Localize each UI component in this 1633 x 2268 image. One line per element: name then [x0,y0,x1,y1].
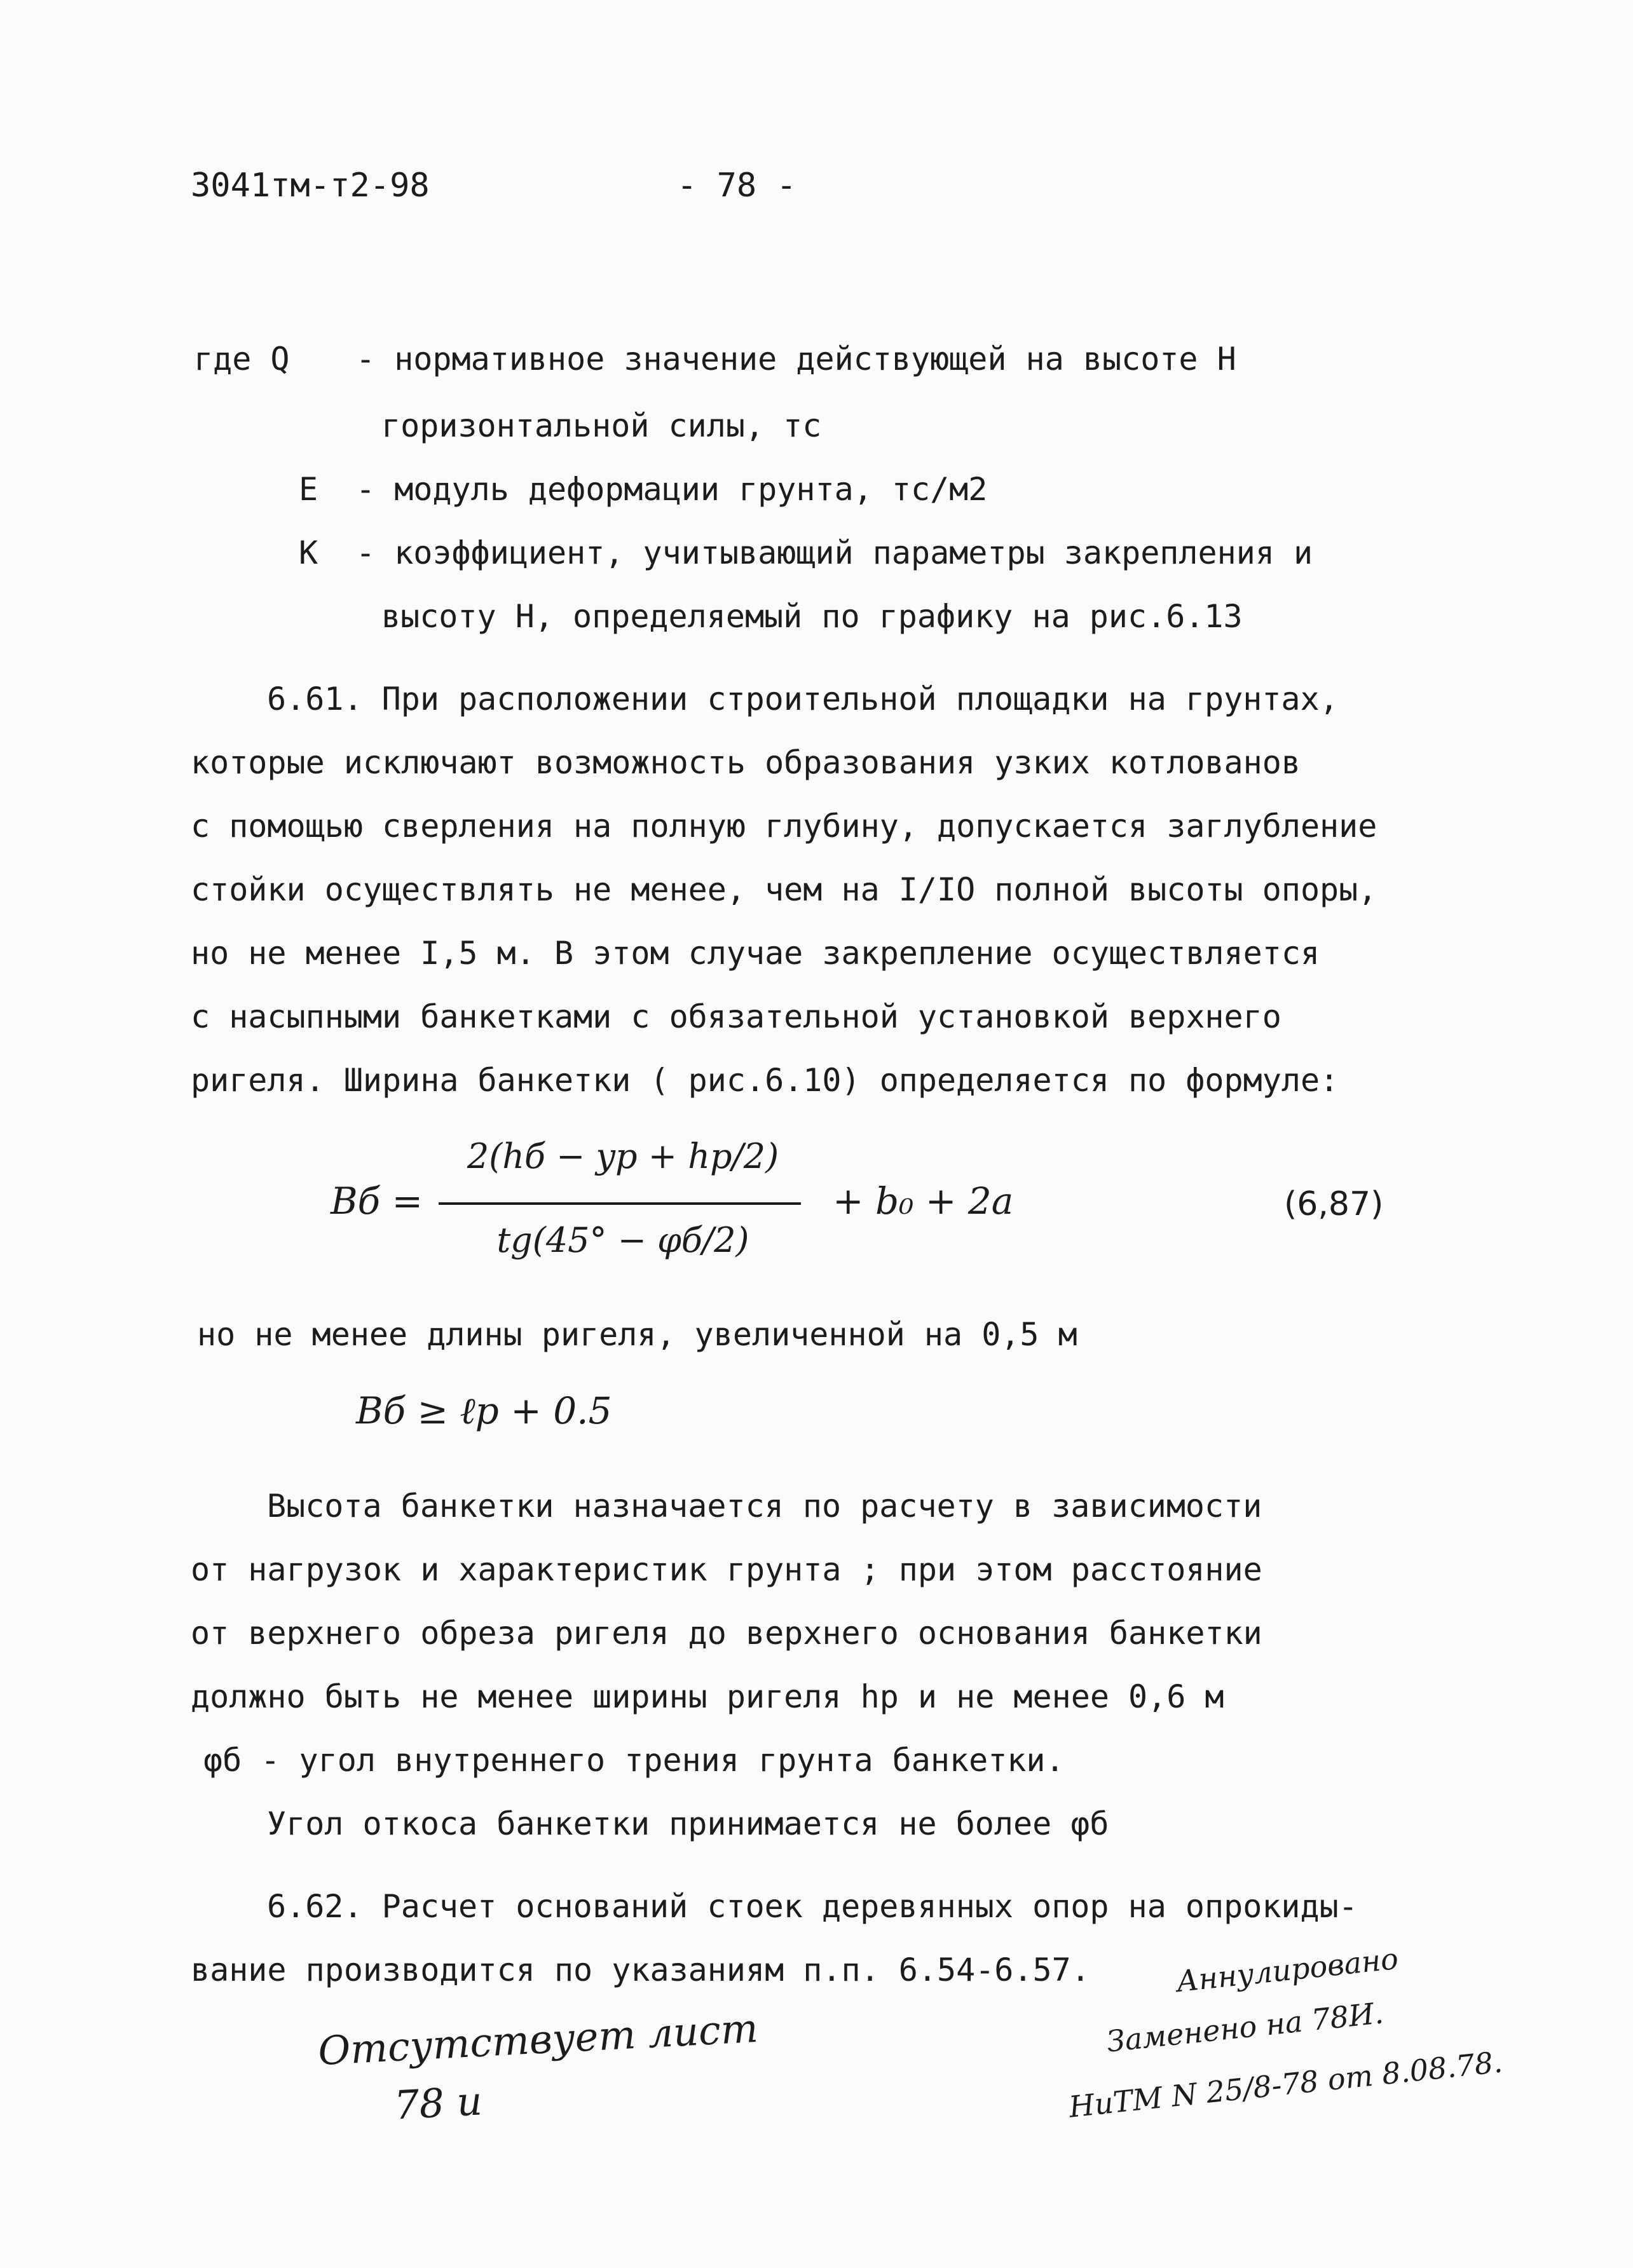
formula-denominator: tg(45° − φб/2) [496,1220,749,1260]
paragraph-line: 6.62. Расчет оснований стоек деревянных опор на опрокиды- [267,1888,1358,1925]
formula-lhs: Bб = [331,1179,423,1223]
formula-6-87 [331,1125,1538,1284]
definition-text: - нормативное значение действующей на высоте H [356,341,1236,377]
handwritten-line: 78 и [393,2077,484,2129]
condition-text: но не менее длины ригеля, увеличенной на 0,5 м [197,1316,1077,1353]
paragraph-line: ригеля. Ширина банкетки ( рис.6.10) определяется по формуле: [191,1062,1339,1099]
formula-tail: + b₀ + 2a [833,1179,1014,1223]
paragraph-line: Высота банкетки назначается по расчету в зависимости [267,1488,1262,1524]
paragraph-line: от нагрузок и характеристик грунта ; при этом расстояние [191,1551,1262,1588]
definition-text: - модуль деформации грунта, тс/м2 [356,471,988,508]
definition-text: - коэффициент, учитывающий параметры закрепления и [356,534,1313,571]
definition-symbol: K [299,534,318,571]
formula-fraction [426,1125,820,1284]
paragraph-line: φб - угол внутреннего трения грунта банкетки. [203,1742,1065,1779]
paragraph-line: стойки осуществлять не менее, чем на I/IO полной высоты опоры, [191,871,1377,908]
paragraph-line: вание производится по указаниям п.п. 6.54-6.57. [191,1952,1090,1988]
handwritten-line: НиТМ N 25/8-78 от 8.08.78. [1067,2044,1505,2124]
condition-inequality: Bб ≥ ℓр + 0.5 [356,1389,612,1432]
paragraph-line: 6.61. При расположении строительной площадки на грунтах, [267,681,1339,717]
definition-text: высоту H, определяемый по графику на рис.6.13 [381,598,1243,635]
fraction-bar [439,1202,801,1205]
paragraph-line: Угол откоса банкетки принимается не более φб [267,1805,1109,1842]
handwritten-line: Заменено на 78И. [1105,1995,1385,2059]
paragraph-line: должно быть не менее ширины ригеля hр и не менее 0,6 м [191,1678,1224,1715]
handwritten-line: Аннулировано [1175,1941,1400,1999]
formula-numerator: 2(hб − yр + hр/2) [467,1136,779,1176]
definition-text: горизонтальной силы, тс [381,407,822,444]
paragraph-line: с помощью сверления на полную глубину, допускается заглубление [191,808,1377,845]
paragraph-line: с насыпными банкетками с обязательной установкой верхнего [191,998,1281,1035]
definition-symbol: E [299,471,318,508]
paragraph-line: которые исключают возможность образования узких котлованов [191,744,1301,781]
document-code: 3041тм-т2-98 [191,166,430,205]
handwritten-line: Отсутствует лист [317,2004,760,2075]
paragraph-line: от верхнего обреза ригеля до верхнего основания банкетки [191,1615,1262,1652]
formula-number: (6,87) [1284,1185,1384,1223]
definition-symbol: где Q [194,341,290,377]
page-number: - 78 - [677,166,796,205]
paragraph-line: но не менее I,5 м. В этом случае закрепление осуществляется [191,935,1320,972]
